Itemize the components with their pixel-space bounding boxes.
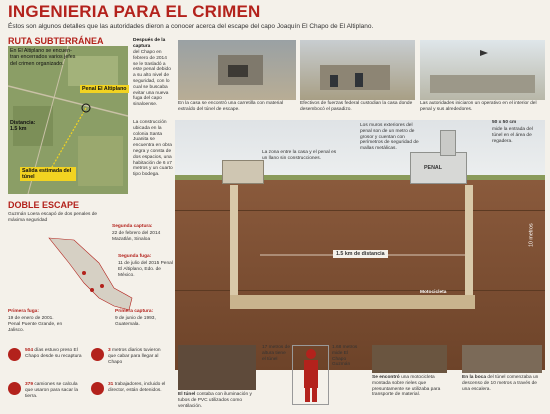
seg-fuga-h: Segunda fuga: [118, 254, 152, 259]
distance-label: Distancia: 1.5 km [10, 120, 36, 133]
seg-captura-h: Segunda captura: [112, 224, 153, 229]
salida-label: Salida estimada del túnel [20, 167, 76, 181]
chapo-height: 1.68 metros mide El Chapo Guzmán [332, 345, 358, 368]
depth-tag: 10 metros [528, 223, 535, 247]
tunel-text: contaba con iluminación y tubos de PVC utilizados como ventilación. [178, 392, 252, 409]
pri-fuga-h: Primera fuga: [8, 309, 39, 314]
handcuffs-icon [91, 382, 104, 395]
doble-heading: DOBLE ESCAPE [8, 200, 80, 210]
ground-cross-section [175, 180, 545, 370]
calendar-icon [8, 348, 21, 361]
penal-tag: PENAL [424, 165, 442, 171]
stat-text: camiones se calcula que usaron para sacar la tierra. [25, 382, 79, 399]
seg-fuga: 11 de julio del 2015 Penal El Altiplano, Edo. de México. [118, 261, 173, 278]
despues-heading: Después de la captura [133, 38, 166, 49]
photo-prison [420, 40, 545, 100]
caption-photo1: En la casa se encontró una carretilla con material extraído del túnel de escape. [178, 101, 284, 112]
photo-shower [462, 345, 542, 373]
photo-guards [300, 40, 415, 100]
penal-label: Penal El Altiplano [82, 86, 127, 92]
stat-text: metros diarios tuvieron que cabar para llegar al Chapo [108, 348, 161, 365]
photo-motorcycle [372, 345, 447, 373]
stat-num: 504 [25, 348, 34, 353]
altura-text: 17 metros de altura tiene el túnel [262, 345, 290, 362]
stat-num: 379 [25, 382, 34, 387]
truck-icon [8, 382, 21, 395]
ruta-heading: RUTA SUBTERRÁNEA [8, 36, 104, 46]
caption-muros: Los muros exteriores del penal son de un metro de grosor y cuentan con perímetros de seguridad de mallas metálicas. [360, 123, 419, 152]
height-compare-box [292, 345, 329, 405]
hole-text: mide la entrada del túnel en el área de regadera. [492, 127, 533, 144]
distance-tag: 1.5 km de distancia [333, 250, 388, 258]
meter-icon [91, 348, 104, 361]
construccion-text: La construcción ubicada en la colonia Santa Juanita se encuentra en obra negra y consta de dos espacios, una habitación de 6 x7 metros y un cuarto tipo bodega. [133, 120, 173, 178]
caption-photo2: Efectivos de fuerzas federal custodian la casa donde desembocó el pasadizo. [300, 101, 413, 112]
moto-text: una motocicleta montada sobre rieles que presuntamente se utilizaba para transporte de material. [372, 375, 441, 398]
pri-captura-h: Primera captura: [115, 309, 154, 314]
stat-text: trabajadores, incluido el director, están detenidos. [108, 382, 166, 393]
page-title: INGENIERIA PARA EL CRIMEN [8, 2, 261, 21]
seg-captura: 22 de febrero del 2014 Mazatlán, Sinaloa [112, 231, 161, 242]
photo-tunnel [178, 345, 256, 390]
hole-size: 50 x 50 cm [492, 120, 517, 125]
caption-photo3: Las autoridades iniciaron un operativo en el interior del penal y sus alrededores. [420, 101, 537, 112]
moto-tag: Motocicleta [420, 290, 447, 295]
watchtower [440, 130, 456, 156]
caption-zona: La zona entre la casa y el penal es un llano sin construcciones. [262, 150, 337, 161]
page-subtitle: Éstos son algunos detalles que las autoridades dieron a conocer acerca del escape del capo Joaquín El Chapo de El Altiplano. [8, 23, 374, 30]
stat-num: 3 [108, 348, 111, 353]
pri-fuga: 19 de enero de 2001. Penal Puente Grande, en Jalisco. [8, 316, 63, 333]
photo-house [178, 40, 296, 100]
tunel-h: El túnel [178, 392, 196, 397]
house-building [222, 160, 264, 184]
stat-num: 31 [108, 382, 114, 387]
ruta-text: En El Altiplano se encuen- tran encerrados varios jefes del crimen organizado. [10, 48, 76, 67]
bano-h: En la boca [462, 375, 486, 380]
doble-text: Guzmán Loera escapó de dos penales de máxima seguridad [8, 212, 98, 223]
moto-h: Se encontró [372, 375, 400, 380]
despues-text: del Chapo en febrero de 2014 se le trasladó a este penal debido a su alto nivel de seguridad, con lo cual se buscaba evitar una nueva fuga del capo sinaloense. [133, 50, 171, 108]
pri-captura: 9 de junio de 1993, Guatemala. [115, 316, 156, 327]
bano-text: del túnel comenzaba un descenso de 10 metros a través de una escalera. [462, 375, 539, 392]
stat-text: días estuvo preso El Chapo desde su recaptura [25, 348, 82, 359]
